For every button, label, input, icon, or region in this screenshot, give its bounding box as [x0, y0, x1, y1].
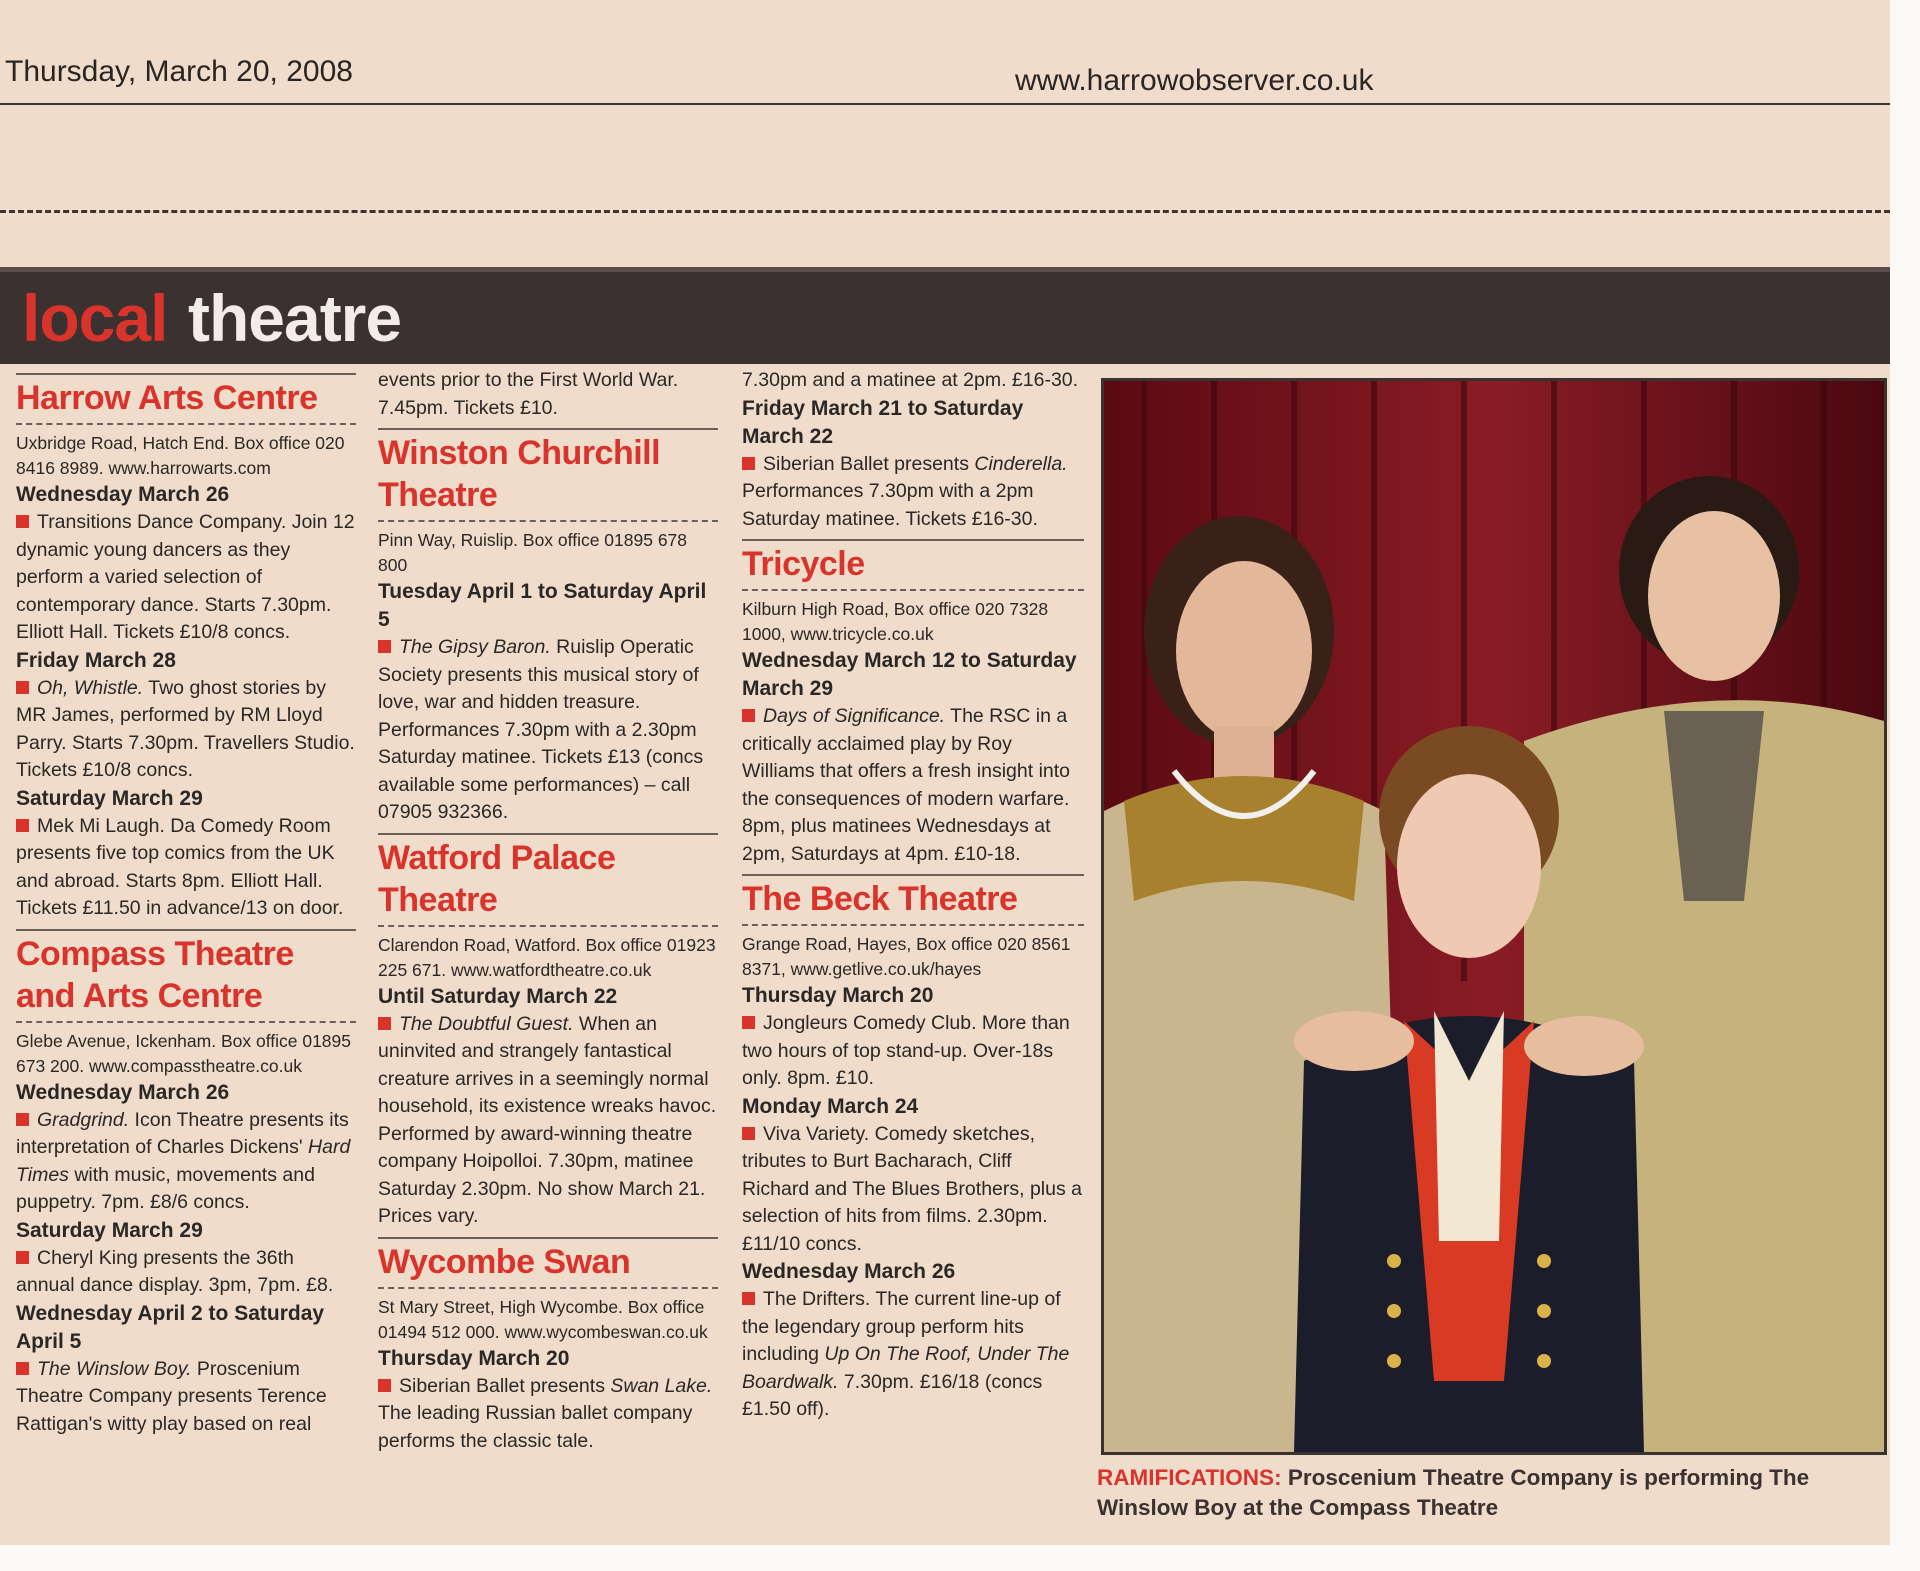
bullet-icon — [742, 1127, 755, 1140]
listings-column-1 — [16, 367, 356, 1438]
cast-photo-illustration — [1104, 381, 1884, 1452]
event-text: Days of Significance. The RSC in a critically acclaimed play by Roy Williams that offers a fresh insight into the consequences of modern warfare. 8pm, plus matinees Wednesdays at 2pm, Saturdays at 4pm. £10-18. — [742, 705, 1071, 865]
issue-date: Thursday, March 20, 2008 — [5, 55, 353, 88]
venue-address: Clarendon Road, Watford. Box office 01923 225 671. www.watfordtheatre.co.uk — [378, 934, 716, 980]
event-text: The Drifters. The current line-up of the legendary group perform hits including Up On The Roof, Under The Boardwalk. 7.30pm. £16/18 (concs £1.50 off). — [742, 1288, 1070, 1420]
section-banner — [0, 267, 1890, 364]
event-text: The Gipsy Baron. Ruislip Operatic Society presents this musical story of love, war and hidden treasure. Performances 7.30pm with a 2.30pm Saturday matinee. Tickets £13 (concs available some performances) – call 07905 932366. — [378, 636, 704, 823]
event-text: Siberian Ballet presents Swan Lake. The leading Russian ballet company performs the classic tale. — [378, 1374, 713, 1452]
event-date: Wednesday March 12 to Saturday March 29 — [742, 649, 1077, 700]
bullet-icon — [16, 1251, 29, 1264]
bullet-icon — [742, 1292, 755, 1305]
event-date: Monday March 24 — [742, 1094, 919, 1118]
continued-text: 7.30pm and a matinee at 2pm. £16-30. — [742, 369, 1079, 391]
continued-text: events prior to the First World War. 7.45pm. Tickets £10. — [378, 369, 679, 419]
event-text: Cheryl King presents the 36th annual dance display. 3pm, 7pm. £8. — [16, 1246, 334, 1296]
event-date: Until Saturday March 22 — [378, 984, 618, 1008]
bullet-icon — [16, 819, 29, 832]
header-rule — [0, 103, 1890, 105]
event-text: Oh, Whistle. Two ghost stories by MR James, performed by RM Lloyd Parry. Starts 7.30pm. Travellers Studio. Tickets £10/8 concs. — [16, 676, 355, 781]
venue-address: Grange Road, Hayes, Box office 020 8561 8371, www.getlive.co.uk/hayes — [742, 934, 1071, 979]
venue-heading-tricycle: Tricycle — [742, 539, 1084, 591]
venue-heading-harrow: Harrow Arts Centre — [16, 373, 356, 425]
venue-heading-watford-palace: Watford Palace Theatre — [378, 833, 718, 927]
photo-caption — [1097, 1463, 1887, 1523]
event-date: Wednesday March 26 — [16, 483, 230, 506]
bullet-icon — [742, 709, 755, 722]
bullet-icon — [16, 681, 29, 694]
event-date: Friday March 21 to Saturday March 22 — [742, 396, 1024, 448]
event-text: Gradgrind. Icon Theatre presents its interpretation of Charles Dickens' Hard Times with music, movements and puppetry. 7pm. £8/6 concs. — [16, 1108, 351, 1213]
bullet-icon — [378, 1017, 391, 1030]
venue-heading-wycombe-swan: Wycombe Swan — [378, 1237, 718, 1289]
caption-text: Proscenium Theatre Company is performing The Winslow Boy at the Compass Theatre — [1097, 1465, 1810, 1520]
event-text: Jongleurs Comedy Club. More than two hours of top stand-up. Over-18s only. 8pm. £10. — [742, 1012, 1070, 1089]
event-date: Wednesday March 26 — [742, 1260, 956, 1283]
bullet-icon — [16, 1362, 29, 1375]
venue-address: Uxbridge Road, Hatch End. Box office 020 8416 8989. www.harrowarts.com — [16, 433, 345, 478]
event-date: Friday March 28 — [16, 648, 176, 672]
venue-address: Kilburn High Road, Box office 020 7328 1000, www.tricycle.co.uk — [742, 599, 1049, 644]
venue-heading-beck-theatre: The Beck Theatre — [742, 874, 1084, 926]
banner-local: local — [22, 281, 168, 355]
bullet-icon — [16, 1113, 29, 1126]
event-text: Mek Mi Laugh. Da Comedy Room presents five top comics from the UK and abroad. Starts 8pm. Elliott Hall. Tickets £11.50 in advance/13 on door. — [16, 814, 344, 919]
event-date: Saturday March 29 — [16, 1218, 203, 1242]
listings-column-3 — [742, 367, 1084, 1424]
event-date: Wednesday April 2 to Saturday April 5 — [16, 1301, 325, 1353]
event-date: Thursday March 20 — [378, 1346, 570, 1370]
event-date: Saturday March 29 — [16, 786, 203, 810]
listings-column-2 — [378, 367, 718, 1455]
cut-line — [0, 210, 1890, 213]
bullet-icon — [16, 515, 29, 528]
website-url: www.harrowobserver.co.uk — [1015, 64, 1374, 97]
event-text: The Doubtful Guest. When an uninvited and strangely fantastical creature arrives in a seemingly normal household, its existence wreaks havoc. Performed by award-winning theatre company Hoipolloi. 7.30pm, matinee Saturday 2.30pm. No show March 21. Prices vary. — [378, 1012, 717, 1227]
event-text: Viva Variety. Comedy sketches, tributes to Burt Bacharach, Cliff Richard and The Blues Brothers, plus a selection of hits from films. 2.30pm. £11/10 concs. — [742, 1122, 1082, 1255]
bullet-icon — [378, 1379, 391, 1392]
bullet-icon — [378, 640, 391, 653]
bullet-icon — [742, 457, 755, 470]
event-text: The Winslow Boy. Proscenium Theatre Company presents Terence Rattigan's witty play based on real — [16, 1357, 327, 1435]
bullet-icon — [742, 1016, 755, 1029]
venue-heading-compass: Compass Theatre and Arts Centre — [16, 929, 356, 1023]
venue-heading-winston-churchill: Winston Churchill Theatre — [378, 428, 718, 522]
event-date: Tuesday April 1 to Saturday April 5 — [378, 580, 707, 631]
cast-photo — [1101, 378, 1887, 1455]
caption-label: RAMIFICATIONS: — [1097, 1465, 1282, 1490]
event-date: Thursday March 20 — [742, 984, 934, 1007]
event-text: Siberian Ballet presents Cinderella. Performances 7.30pm with a 2pm Saturday matinee. Tickets £16-30. — [742, 452, 1068, 530]
banner-theatre: theatre — [188, 281, 402, 355]
event-date: Wednesday March 26 — [16, 1080, 230, 1104]
venue-address: Pinn Way, Ruislip. Box office 01895 678 800 — [378, 530, 688, 575]
venue-address: Glebe Avenue, Ickenham. Box office 01895 673 200. www.compasstheatre.co.uk — [16, 1030, 352, 1076]
event-text: Transitions Dance Company. Join 12 dynamic young dancers as they perform a varied selection of contemporary dance. Starts 7.30pm. Elliott Hall. Tickets £10/8 concs. — [16, 511, 355, 643]
venue-address: St Mary Street, High Wycombe. Box office 01494 512 000. www.wycombeswan.co.uk — [378, 1296, 708, 1342]
